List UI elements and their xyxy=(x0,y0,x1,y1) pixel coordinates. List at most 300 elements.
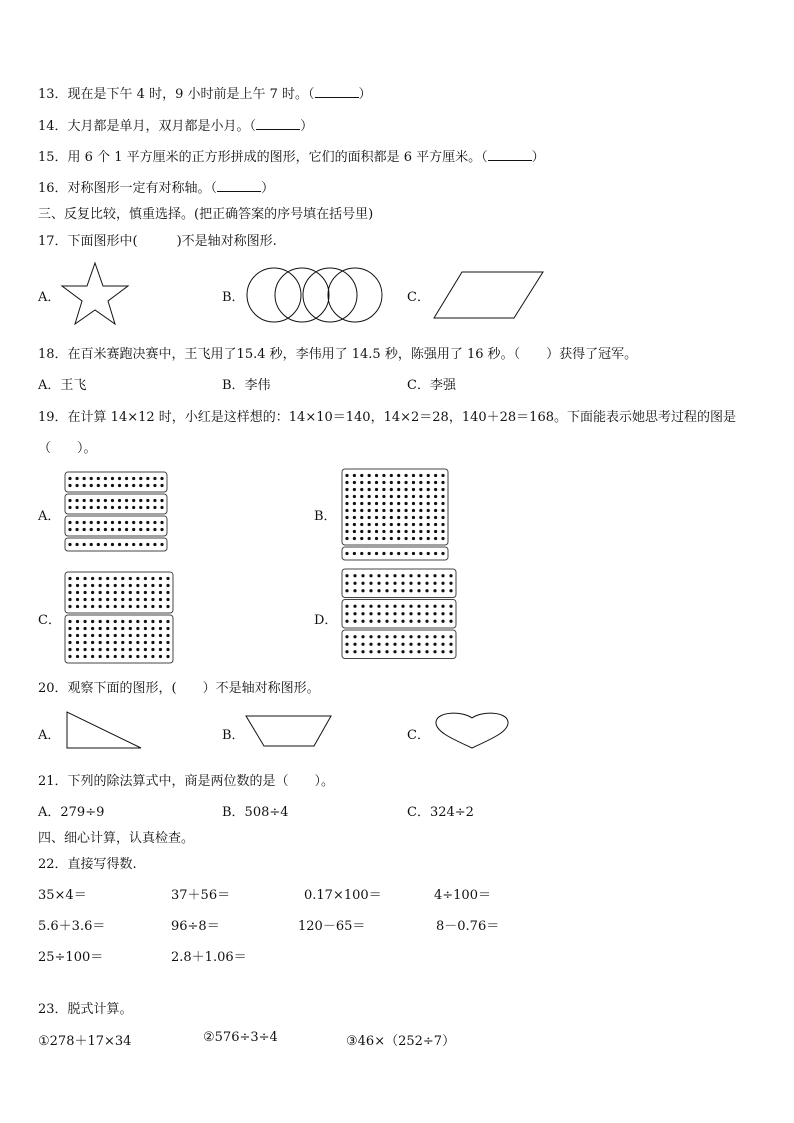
dot xyxy=(382,474,385,477)
dot xyxy=(345,605,348,608)
dot xyxy=(441,530,444,533)
dot xyxy=(144,655,147,658)
dot xyxy=(434,552,437,555)
dot xyxy=(151,605,154,608)
dot xyxy=(83,543,86,546)
dot xyxy=(401,605,404,608)
dot xyxy=(97,499,100,502)
dot xyxy=(412,502,415,505)
dot xyxy=(401,650,404,653)
dot xyxy=(144,598,147,601)
dot xyxy=(409,635,412,638)
dot xyxy=(449,605,452,608)
calc-expression-1: ①278＋17×34 xyxy=(38,1034,132,1049)
dot xyxy=(353,582,356,585)
dot xyxy=(166,584,169,587)
dot xyxy=(385,643,388,646)
dot xyxy=(369,574,372,577)
dot xyxy=(345,495,348,498)
dot xyxy=(83,477,86,480)
dot xyxy=(425,582,428,585)
dot xyxy=(382,530,385,533)
dot xyxy=(419,537,422,540)
dot xyxy=(129,627,132,630)
dot-group-box xyxy=(342,569,456,598)
dot xyxy=(76,655,79,658)
dot xyxy=(114,584,117,587)
dot-array-figure-c xyxy=(64,571,174,666)
dot xyxy=(160,477,163,480)
dot xyxy=(111,543,114,546)
q15-text: 用 6 个 1 平方厘米的正方形拼成的图形，它们的面积都是 6 平方厘米。（ xyxy=(67,150,488,165)
dot xyxy=(97,543,100,546)
dot xyxy=(433,574,436,577)
dot xyxy=(404,509,407,512)
answer-blank[interactable] xyxy=(315,85,359,98)
question-18: 18．在百米赛跑决赛中，王飞用了15.4 秒，李伟用了 14.5 秒，陈强用了 16 秒。（ ）获得了冠军。 xyxy=(38,347,638,362)
dot xyxy=(369,605,372,608)
dot xyxy=(146,484,149,487)
q18-option-b[interactable]: B．李伟 xyxy=(222,378,271,393)
dot xyxy=(441,474,444,477)
dot xyxy=(401,643,404,646)
dot xyxy=(83,598,86,601)
dot xyxy=(153,521,156,524)
q16-text: 对称图形一定有对称轴。（ xyxy=(67,181,218,196)
dot xyxy=(129,648,132,651)
dot xyxy=(68,648,71,651)
dot xyxy=(125,521,128,524)
dot xyxy=(104,528,107,531)
dot xyxy=(118,521,121,524)
dot xyxy=(397,509,400,512)
dot xyxy=(83,620,86,623)
dot xyxy=(375,509,378,512)
dot xyxy=(345,481,348,484)
dot xyxy=(68,499,71,502)
star-icon xyxy=(60,261,130,327)
dot xyxy=(68,543,71,546)
dot xyxy=(136,584,139,587)
dot xyxy=(441,643,444,646)
dot xyxy=(368,523,371,526)
dot xyxy=(68,477,71,480)
dot xyxy=(441,537,444,540)
dot xyxy=(353,574,356,577)
q17-option-a-label: A． xyxy=(38,290,61,305)
q18-option-a[interactable]: A．王飞 xyxy=(38,378,87,393)
dot xyxy=(409,605,412,608)
dot xyxy=(136,591,139,594)
dot xyxy=(397,530,400,533)
dot xyxy=(449,643,452,646)
dot xyxy=(153,528,156,531)
dot xyxy=(361,589,364,592)
calc-item: 96÷8＝ xyxy=(171,919,220,934)
dot xyxy=(368,481,371,484)
dot xyxy=(90,499,93,502)
dot xyxy=(404,516,407,519)
dot xyxy=(417,635,420,638)
dot xyxy=(159,648,162,651)
dot xyxy=(404,537,407,540)
q19-option-a-label: A． xyxy=(38,509,61,524)
dot xyxy=(369,589,372,592)
dot xyxy=(83,528,86,531)
dot xyxy=(368,488,371,491)
dot xyxy=(136,634,139,637)
dot xyxy=(368,502,371,505)
dot xyxy=(345,635,348,638)
dot xyxy=(375,516,378,519)
dot xyxy=(390,523,393,526)
dot xyxy=(397,495,400,498)
dot xyxy=(146,506,149,509)
dot xyxy=(151,591,154,594)
dot xyxy=(144,641,147,644)
calc-item: 2.8＋1.06＝ xyxy=(171,950,247,965)
dot xyxy=(369,582,372,585)
dot xyxy=(404,474,407,477)
dot xyxy=(417,582,420,585)
dot xyxy=(404,523,407,526)
dot xyxy=(393,612,396,615)
dot xyxy=(68,655,71,658)
dot xyxy=(361,643,364,646)
dot xyxy=(419,474,422,477)
dot xyxy=(345,516,348,519)
dot xyxy=(68,528,71,531)
dot xyxy=(91,641,94,644)
dot xyxy=(441,495,444,498)
dot xyxy=(144,605,147,608)
dot xyxy=(114,620,117,623)
dot xyxy=(118,499,121,502)
dot xyxy=(412,474,415,477)
dot xyxy=(132,484,135,487)
dot xyxy=(434,509,437,512)
dot xyxy=(76,598,79,601)
dot xyxy=(409,589,412,592)
dot xyxy=(91,620,94,623)
dot xyxy=(353,523,356,526)
dot xyxy=(121,605,124,608)
dot xyxy=(427,537,430,540)
dot xyxy=(99,584,102,587)
dot xyxy=(441,582,444,585)
section-4-heading: 四、细心计算，认真检查。 xyxy=(38,831,195,846)
dot-group-box xyxy=(342,469,448,545)
dot xyxy=(390,495,393,498)
dot xyxy=(433,643,436,646)
dot xyxy=(159,577,162,580)
dot xyxy=(449,650,452,653)
q19-option-d-label: D． xyxy=(314,613,338,628)
right-triangle-icon xyxy=(64,710,144,750)
question-16 xyxy=(38,177,274,196)
dot xyxy=(368,509,371,512)
dot xyxy=(159,620,162,623)
dot xyxy=(114,605,117,608)
dot xyxy=(375,530,378,533)
dot xyxy=(146,477,149,480)
dot xyxy=(441,650,444,653)
dot xyxy=(118,528,121,531)
q21-option-c[interactable]: C．324÷2 xyxy=(407,805,474,820)
q14-text: 大月都是单月，双月都是小月。（ xyxy=(67,119,257,134)
dot xyxy=(90,484,93,487)
dot xyxy=(390,502,393,505)
dot xyxy=(449,612,452,615)
calc-expression-2: ②576÷3÷4 xyxy=(203,1030,278,1045)
dot xyxy=(111,506,114,509)
dot xyxy=(99,648,102,651)
dot xyxy=(393,589,396,592)
dot xyxy=(68,577,71,580)
dot xyxy=(99,591,102,594)
dot xyxy=(91,584,94,587)
dot xyxy=(449,589,452,592)
dot xyxy=(434,523,437,526)
dot xyxy=(151,577,154,580)
dot-group-box xyxy=(342,630,456,659)
dot xyxy=(121,627,124,630)
dot xyxy=(412,495,415,498)
dot xyxy=(393,650,396,653)
dot xyxy=(114,627,117,630)
dot xyxy=(83,634,86,637)
dot xyxy=(434,530,437,533)
dot xyxy=(368,537,371,540)
dot xyxy=(76,648,79,651)
dot xyxy=(360,523,363,526)
dot xyxy=(360,537,363,540)
dot xyxy=(382,516,385,519)
dot xyxy=(106,620,109,623)
dot xyxy=(393,643,396,646)
dot xyxy=(345,474,348,477)
dot xyxy=(425,605,428,608)
dot xyxy=(83,655,86,658)
dot xyxy=(368,474,371,477)
dot xyxy=(382,509,385,512)
dot xyxy=(121,598,124,601)
dot xyxy=(375,474,378,477)
dot xyxy=(160,521,163,524)
dot xyxy=(125,484,128,487)
dot xyxy=(129,598,132,601)
dot xyxy=(419,523,422,526)
q20-option-c-label: C． xyxy=(407,728,430,743)
calc-item: 4÷100＝ xyxy=(434,888,491,903)
dot xyxy=(139,528,142,531)
dot xyxy=(401,589,404,592)
dot xyxy=(121,648,124,651)
dot xyxy=(369,620,372,623)
question-19-blank: （ ）。 xyxy=(38,441,97,456)
q21-option-b[interactable]: B．508÷4 xyxy=(222,805,289,820)
q17-option-c-label: C． xyxy=(407,290,430,305)
dot xyxy=(106,641,109,644)
dot xyxy=(353,605,356,608)
dot xyxy=(75,528,78,531)
dot xyxy=(419,488,422,491)
dot xyxy=(427,502,430,505)
dot xyxy=(151,620,154,623)
dot xyxy=(360,530,363,533)
dot xyxy=(385,574,388,577)
dot xyxy=(409,650,412,653)
dot xyxy=(129,641,132,644)
dot xyxy=(136,605,139,608)
dot xyxy=(397,516,400,519)
q16-close: ） xyxy=(261,181,275,196)
dot xyxy=(368,530,371,533)
dot xyxy=(353,495,356,498)
dot xyxy=(106,577,109,580)
dot xyxy=(121,577,124,580)
dot xyxy=(353,620,356,623)
dot xyxy=(151,598,154,601)
dot xyxy=(390,481,393,484)
answer-blank[interactable] xyxy=(488,148,532,161)
dot xyxy=(90,543,93,546)
dot xyxy=(125,506,128,509)
dot xyxy=(104,543,107,546)
dot xyxy=(146,528,149,531)
dot xyxy=(382,481,385,484)
dot xyxy=(377,620,380,623)
dot xyxy=(353,481,356,484)
dot xyxy=(360,509,363,512)
dot xyxy=(106,605,109,608)
dot xyxy=(434,488,437,491)
dot xyxy=(132,521,135,524)
dot xyxy=(345,612,348,615)
dot xyxy=(75,506,78,509)
dot xyxy=(449,574,452,577)
dot xyxy=(111,477,114,480)
dot xyxy=(412,523,415,526)
dot xyxy=(146,521,149,524)
dot xyxy=(433,612,436,615)
dot xyxy=(68,605,71,608)
dot xyxy=(368,516,371,519)
dot xyxy=(412,516,415,519)
dot xyxy=(136,655,139,658)
dot xyxy=(75,499,78,502)
dot xyxy=(121,641,124,644)
dot xyxy=(345,530,348,533)
dot xyxy=(111,521,114,524)
dot xyxy=(377,582,380,585)
dot xyxy=(434,516,437,519)
answer-blank[interactable] xyxy=(256,117,300,130)
dot xyxy=(385,620,388,623)
answer-blank[interactable] xyxy=(217,179,261,192)
q14-number: 14． xyxy=(38,119,68,134)
dot xyxy=(68,634,71,637)
dot xyxy=(159,634,162,637)
dot xyxy=(151,627,154,630)
dot xyxy=(68,598,71,601)
dot xyxy=(118,477,121,480)
dot xyxy=(91,634,94,637)
dot xyxy=(417,605,420,608)
dot xyxy=(159,605,162,608)
dot xyxy=(369,650,372,653)
dot xyxy=(353,589,356,592)
dot xyxy=(417,650,420,653)
dot xyxy=(385,650,388,653)
dot xyxy=(377,574,380,577)
dot xyxy=(76,634,79,637)
dot xyxy=(412,509,415,512)
dot xyxy=(160,528,163,531)
q13-number: 13． xyxy=(38,87,68,102)
dot xyxy=(114,648,117,651)
dot xyxy=(136,598,139,601)
dot xyxy=(345,650,348,653)
dot xyxy=(125,543,128,546)
dot xyxy=(114,641,117,644)
dot xyxy=(106,648,109,651)
dot xyxy=(375,523,378,526)
q20-option-b-label: B． xyxy=(222,728,245,743)
q15-number: 15． xyxy=(38,150,68,165)
dot xyxy=(427,481,430,484)
dot xyxy=(433,589,436,592)
dot xyxy=(345,552,348,555)
question-22: 22．直接写得数. xyxy=(38,857,137,872)
dot xyxy=(121,584,124,587)
dot xyxy=(139,543,142,546)
dot xyxy=(83,484,86,487)
dot xyxy=(353,509,356,512)
dot xyxy=(83,499,86,502)
q21-option-a[interactable]: A．279÷9 xyxy=(38,805,105,820)
dot xyxy=(153,477,156,480)
dot xyxy=(382,488,385,491)
dot xyxy=(345,574,348,577)
dot xyxy=(404,481,407,484)
dot xyxy=(427,516,430,519)
dot xyxy=(427,523,430,526)
dot xyxy=(166,620,169,623)
q18-option-c[interactable]: C．李强 xyxy=(407,378,456,393)
dot xyxy=(353,635,356,638)
dot xyxy=(99,641,102,644)
dot xyxy=(121,634,124,637)
calc-item: 37＋56＝ xyxy=(171,888,231,903)
dot xyxy=(153,484,156,487)
dot xyxy=(390,474,393,477)
dot xyxy=(368,552,371,555)
dot xyxy=(83,521,86,524)
question-15 xyxy=(38,146,545,165)
dot xyxy=(97,484,100,487)
dot xyxy=(427,474,430,477)
dot xyxy=(99,620,102,623)
dot xyxy=(83,591,86,594)
dot xyxy=(75,543,78,546)
dot xyxy=(76,577,79,580)
dot xyxy=(159,627,162,630)
dot xyxy=(360,488,363,491)
dot xyxy=(401,620,404,623)
calc-item: 5.6＋3.6＝ xyxy=(38,919,106,934)
q13-text: 现在是下午 4 时，9 小时前是上午 7 时。（ xyxy=(67,87,315,102)
